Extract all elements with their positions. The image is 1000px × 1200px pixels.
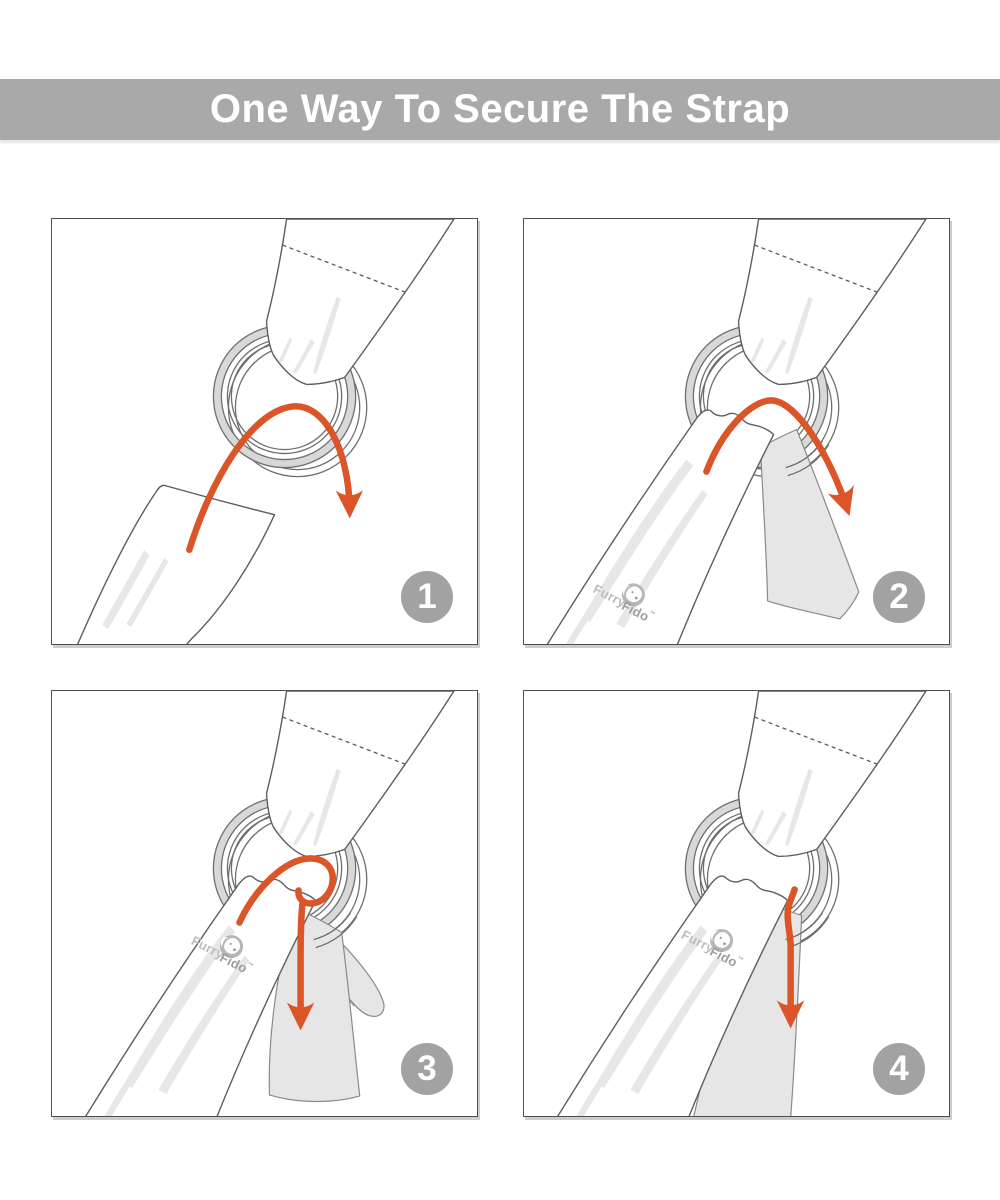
top-strap [267,219,454,384]
top-strap [739,691,926,856]
step-number-badge: 2 [873,571,925,623]
strap-tail [761,429,859,618]
tighten-arrow [788,889,795,1019]
step-number-badge: 1 [401,571,453,623]
loose-strap-end [76,485,274,644]
step-panel-1 [51,218,478,645]
page-title: One Way To Secure The Strap [209,87,791,131]
step-number-badge: 4 [873,1043,925,1095]
top-strap [267,691,454,856]
shoulder-strap [534,410,774,644]
step-panel-4 [523,690,950,1117]
title-banner [0,79,1000,140]
step-number-badge: 3 [401,1043,453,1095]
step-panel-2 [523,218,950,645]
top-strap [739,219,926,384]
step-panel-3 [51,690,478,1117]
